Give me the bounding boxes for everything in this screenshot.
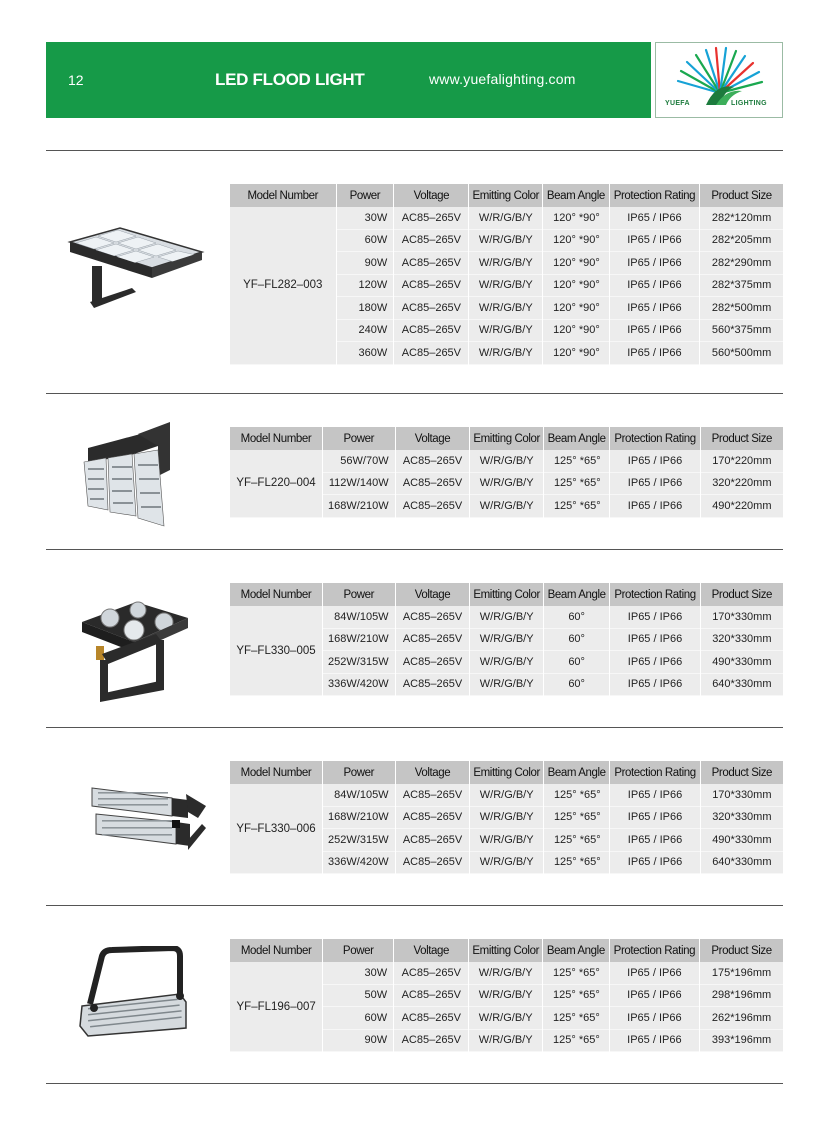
- size-cell: 560*375mm: [700, 320, 783, 343]
- table-row: [230, 450, 783, 473]
- beam-angle-cell: 125° *65°: [544, 450, 609, 473]
- voltage-cell: AC85–265V: [394, 275, 468, 298]
- model-number: YF–FL330–006: [230, 784, 322, 874]
- col-header: Voltage: [394, 184, 468, 207]
- color-cell: W/R/G/B/Y: [469, 230, 542, 253]
- protection-cell: IP65 / IP66: [610, 674, 699, 697]
- voltage-cell: AC85–265V: [396, 450, 470, 473]
- col-header: Model Number: [230, 583, 322, 606]
- voltage-cell: AC85–265V: [394, 252, 468, 275]
- spec-table: [229, 184, 784, 365]
- flood-light-dual-module-icon: [88, 780, 210, 866]
- color-cell: W/R/G/B/Y: [470, 606, 543, 629]
- power-cell: 252W/315W: [323, 829, 395, 852]
- size-cell: 320*330mm: [701, 807, 783, 830]
- protection-cell: IP65 / IP66: [610, 807, 699, 830]
- power-cell: 252W/315W: [323, 651, 395, 674]
- section-divider: [46, 150, 783, 151]
- protection-cell: IP65 / IP66: [610, 629, 699, 652]
- color-cell: W/R/G/B/Y: [470, 807, 543, 830]
- size-cell: 282*375mm: [700, 275, 783, 298]
- col-header: Model Number: [230, 939, 322, 962]
- col-header: Power: [337, 184, 394, 207]
- voltage-cell: AC85–265V: [396, 829, 470, 852]
- logo-text-right: LIGHTING: [731, 100, 767, 107]
- power-cell: 30W: [337, 207, 394, 230]
- power-cell: 240W: [337, 320, 394, 343]
- model-number: YF–FL196–007: [230, 962, 322, 1052]
- color-cell: W/R/G/B/Y: [470, 651, 543, 674]
- col-header: Beam Angle: [544, 761, 609, 784]
- col-header: Model Number: [230, 427, 322, 450]
- page-number: 12: [68, 72, 84, 88]
- table-row: [230, 606, 783, 629]
- protection-cell: IP65 / IP66: [610, 297, 700, 320]
- protection-cell: IP65 / IP66: [610, 1030, 700, 1053]
- size-cell: 170*220mm: [701, 450, 783, 473]
- section-divider: [46, 393, 783, 394]
- protection-cell: IP65 / IP66: [610, 1007, 700, 1030]
- col-header: Voltage: [394, 939, 468, 962]
- protection-cell: IP65 / IP66: [610, 252, 700, 275]
- beam-angle-cell: 125° *65°: [543, 1007, 609, 1030]
- voltage-cell: AC85–265V: [394, 1030, 468, 1053]
- col-header: Emitting Color: [470, 761, 543, 784]
- col-header: Protection Rating: [610, 939, 700, 962]
- section-divider: [46, 1083, 783, 1084]
- size-cell: 282*290mm: [700, 252, 783, 275]
- size-cell: 282*500mm: [700, 297, 783, 320]
- col-header: Beam Angle: [543, 939, 609, 962]
- power-cell: 50W: [323, 985, 393, 1008]
- power-cell: 60W: [337, 230, 394, 253]
- protection-cell: IP65 / IP66: [610, 829, 699, 852]
- protection-cell: IP65 / IP66: [610, 651, 699, 674]
- power-cell: 30W: [323, 962, 393, 985]
- table-row: [230, 962, 783, 985]
- size-cell: 393*196mm: [700, 1030, 783, 1053]
- col-header: Product Size: [701, 583, 783, 606]
- voltage-cell: AC85–265V: [394, 342, 468, 365]
- beam-angle-cell: 120° *90°: [543, 275, 609, 298]
- color-cell: W/R/G/B/Y: [470, 629, 543, 652]
- col-header: Power: [323, 427, 395, 450]
- beam-angle-cell: 120° *90°: [543, 207, 609, 230]
- color-cell: W/R/G/B/Y: [469, 1030, 542, 1053]
- model-number: YF–FL282–003: [230, 207, 336, 365]
- power-cell: 336W/420W: [323, 852, 395, 875]
- color-cell: W/R/G/B/Y: [470, 852, 543, 875]
- voltage-cell: AC85–265V: [394, 320, 468, 343]
- section-divider: [46, 905, 783, 906]
- col-header: Model Number: [230, 761, 322, 784]
- page-title: LED FLOOD LIGHT: [215, 70, 365, 89]
- voltage-cell: AC85–265V: [394, 297, 468, 320]
- voltage-cell: AC85–265V: [396, 807, 470, 830]
- spec-table: [229, 761, 784, 874]
- protection-cell: IP65 / IP66: [610, 275, 700, 298]
- size-cell: 640*330mm: [701, 852, 783, 875]
- protection-cell: IP65 / IP66: [610, 450, 699, 473]
- col-header: Emitting Color: [469, 184, 542, 207]
- logo-text-left: YUEFA: [665, 100, 690, 107]
- size-cell: 262*196mm: [700, 1007, 783, 1030]
- power-cell: 90W: [337, 252, 394, 275]
- size-cell: 282*120mm: [700, 207, 783, 230]
- beam-angle-cell: 60°: [544, 674, 609, 697]
- protection-cell: IP65 / IP66: [610, 962, 700, 985]
- col-header: Protection Rating: [610, 583, 699, 606]
- col-header: Beam Angle: [544, 427, 609, 450]
- table-header-row: [230, 427, 783, 450]
- col-header: Voltage: [396, 761, 470, 784]
- power-cell: 84W/105W: [323, 784, 395, 807]
- voltage-cell: AC85–265V: [394, 962, 468, 985]
- color-cell: W/R/G/B/Y: [469, 962, 542, 985]
- col-header: Beam Angle: [544, 583, 609, 606]
- size-cell: 320*220mm: [701, 473, 783, 496]
- table-header-row: [230, 761, 783, 784]
- brand-logo: [655, 42, 783, 118]
- protection-cell: IP65 / IP66: [610, 230, 700, 253]
- logo-rays-icon: [656, 43, 784, 119]
- beam-angle-cell: 125° *65°: [544, 784, 609, 807]
- power-cell: 90W: [323, 1030, 393, 1053]
- table-header-row: [230, 184, 783, 207]
- size-cell: 560*500mm: [700, 342, 783, 365]
- color-cell: W/R/G/B/Y: [470, 473, 543, 496]
- table-row: [230, 784, 783, 807]
- color-cell: W/R/G/B/Y: [469, 985, 542, 1008]
- voltage-cell: AC85–265V: [396, 495, 470, 518]
- protection-cell: IP65 / IP66: [610, 473, 699, 496]
- col-header: Product Size: [700, 184, 783, 207]
- size-cell: 170*330mm: [701, 784, 783, 807]
- col-header: Emitting Color: [470, 583, 543, 606]
- size-cell: 298*196mm: [700, 985, 783, 1008]
- table-header-row: [230, 583, 783, 606]
- power-cell: 84W/105W: [323, 606, 395, 629]
- color-cell: W/R/G/B/Y: [469, 252, 542, 275]
- size-cell: 282*205mm: [700, 230, 783, 253]
- flood-light-u-bracket-icon: [76, 946, 192, 1040]
- size-cell: 170*330mm: [701, 606, 783, 629]
- beam-angle-cell: 125° *65°: [544, 473, 609, 496]
- power-cell: 112W/140W: [323, 473, 395, 496]
- col-header: Protection Rating: [610, 184, 700, 207]
- color-cell: W/R/G/B/Y: [469, 275, 542, 298]
- col-header: Power: [323, 583, 395, 606]
- color-cell: W/R/G/B/Y: [469, 320, 542, 343]
- voltage-cell: AC85–265V: [394, 985, 468, 1008]
- table-row: [230, 207, 783, 230]
- model-number: YF–FL330–005: [230, 606, 322, 696]
- power-cell: 336W/420W: [323, 674, 395, 697]
- voltage-cell: AC85–265V: [394, 207, 468, 230]
- power-cell: 180W: [337, 297, 394, 320]
- beam-angle-cell: 125° *65°: [543, 1030, 609, 1053]
- color-cell: W/R/G/B/Y: [469, 297, 542, 320]
- protection-cell: IP65 / IP66: [610, 320, 700, 343]
- color-cell: W/R/G/B/Y: [470, 495, 543, 518]
- size-cell: 175*196mm: [700, 962, 783, 985]
- power-cell: 360W: [337, 342, 394, 365]
- beam-angle-cell: 120° *90°: [543, 320, 609, 343]
- color-cell: W/R/G/B/Y: [470, 784, 543, 807]
- col-header: Power: [323, 761, 395, 784]
- protection-cell: IP65 / IP66: [610, 985, 700, 1008]
- protection-cell: IP65 / IP66: [610, 784, 699, 807]
- spec-table: [229, 583, 784, 696]
- voltage-cell: AC85–265V: [396, 473, 470, 496]
- col-header: Product Size: [701, 427, 783, 450]
- size-cell: 490*330mm: [701, 651, 783, 674]
- col-header: Voltage: [396, 583, 470, 606]
- power-cell: 60W: [323, 1007, 393, 1030]
- voltage-cell: AC85–265V: [396, 606, 470, 629]
- table-header-row: [230, 939, 783, 962]
- beam-angle-cell: 125° *65°: [543, 962, 609, 985]
- voltage-cell: AC85–265V: [394, 1007, 468, 1030]
- section-divider: [46, 549, 783, 550]
- col-header: Voltage: [396, 427, 470, 450]
- section-divider: [46, 727, 783, 728]
- spec-table: [229, 939, 784, 1052]
- voltage-cell: AC85–265V: [396, 784, 470, 807]
- flood-light-modular-panel-icon: [62, 222, 207, 312]
- beam-angle-cell: 125° *65°: [544, 852, 609, 875]
- col-header: Emitting Color: [470, 427, 543, 450]
- beam-angle-cell: 120° *90°: [543, 342, 609, 365]
- beam-angle-cell: 60°: [544, 606, 609, 629]
- power-cell: 168W/210W: [323, 807, 395, 830]
- size-cell: 640*330mm: [701, 674, 783, 697]
- beam-angle-cell: 60°: [544, 651, 609, 674]
- flood-light-bracket-icon: [78, 418, 178, 534]
- voltage-cell: AC85–265V: [396, 651, 470, 674]
- voltage-cell: AC85–265V: [394, 230, 468, 253]
- protection-cell: IP65 / IP66: [610, 342, 700, 365]
- col-header: Model Number: [230, 184, 336, 207]
- col-header: Beam Angle: [543, 184, 609, 207]
- beam-angle-cell: 125° *65°: [544, 829, 609, 852]
- power-cell: 56W/70W: [323, 450, 395, 473]
- col-header: Power: [323, 939, 393, 962]
- power-cell: 120W: [337, 275, 394, 298]
- col-header: Product Size: [700, 939, 783, 962]
- color-cell: W/R/G/B/Y: [470, 674, 543, 697]
- size-cell: 490*220mm: [701, 495, 783, 518]
- color-cell: W/R/G/B/Y: [469, 342, 542, 365]
- col-header: Protection Rating: [610, 761, 699, 784]
- model-number: YF–FL220–004: [230, 450, 322, 518]
- beam-angle-cell: 60°: [544, 629, 609, 652]
- voltage-cell: AC85–265V: [396, 629, 470, 652]
- spec-table: [229, 427, 784, 518]
- protection-cell: IP65 / IP66: [610, 207, 700, 230]
- power-cell: 168W/210W: [323, 495, 395, 518]
- beam-angle-cell: 120° *90°: [543, 230, 609, 253]
- protection-cell: IP65 / IP66: [610, 495, 699, 518]
- website-link[interactable]: www.yuefalighting.com: [429, 71, 576, 87]
- flood-light-lens-module-icon: [76, 594, 192, 704]
- power-cell: 168W/210W: [323, 629, 395, 652]
- color-cell: W/R/G/B/Y: [470, 450, 543, 473]
- voltage-cell: AC85–265V: [396, 674, 470, 697]
- beam-angle-cell: 120° *90°: [543, 297, 609, 320]
- col-header: Product Size: [701, 761, 783, 784]
- protection-cell: IP65 / IP66: [610, 852, 699, 875]
- beam-angle-cell: 125° *65°: [544, 495, 609, 518]
- col-header: Emitting Color: [469, 939, 542, 962]
- size-cell: 320*330mm: [701, 629, 783, 652]
- color-cell: W/R/G/B/Y: [469, 207, 542, 230]
- beam-angle-cell: 125° *65°: [544, 807, 609, 830]
- beam-angle-cell: 120° *90°: [543, 252, 609, 275]
- size-cell: 490*330mm: [701, 829, 783, 852]
- color-cell: W/R/G/B/Y: [470, 829, 543, 852]
- header-banner: [46, 42, 651, 118]
- col-header: Protection Rating: [610, 427, 699, 450]
- voltage-cell: AC85–265V: [396, 852, 470, 875]
- protection-cell: IP65 / IP66: [610, 606, 699, 629]
- color-cell: W/R/G/B/Y: [469, 1007, 542, 1030]
- beam-angle-cell: 125° *65°: [543, 985, 609, 1008]
